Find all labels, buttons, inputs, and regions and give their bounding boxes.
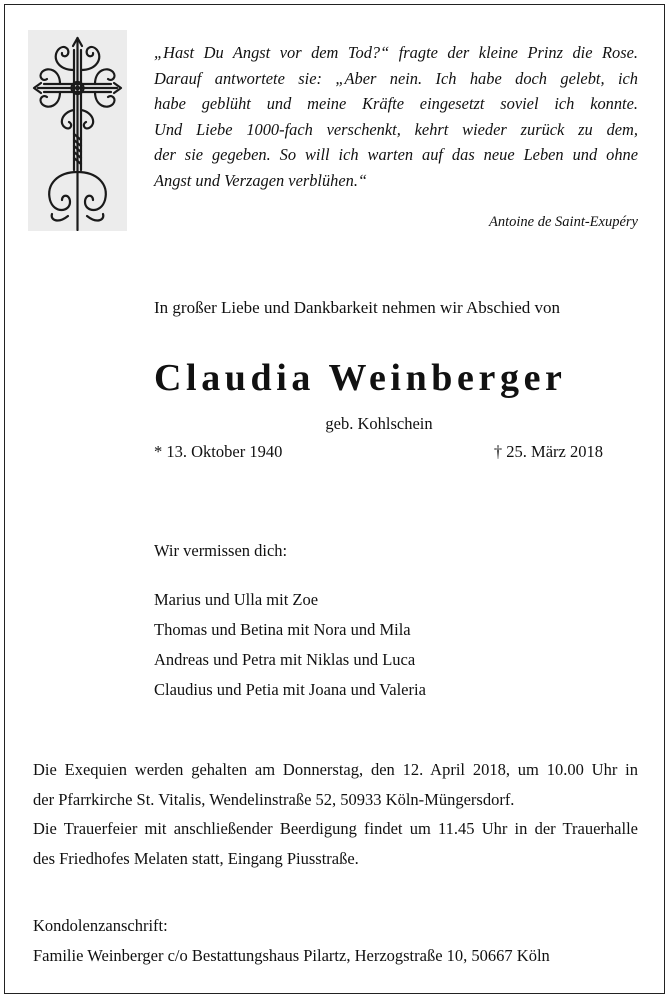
quote-author: Antoine de Saint-Exupéry [489, 214, 638, 230]
quote-line: Angst und Verzagen verblühen.“ [154, 170, 368, 190]
mourners-heading: Wir vermissen dich: [154, 541, 288, 560]
service-line: der Pfarrkirche St. Vitalis, Wendelinstraße 52, 50933 Köln-Müngersdorf. [33, 789, 515, 809]
maiden-name: geb. Kohlschein [325, 414, 433, 433]
mourner-family: Andreas und Petra mit Niklas und Luca [154, 650, 416, 669]
quote-line: „Hast Du Angst vor dem Tod?“ fragte der kleine Prinz die Rose. [154, 43, 638, 62]
quote-line: der sie gegeben. So will ich warten auf das neue Leben und ohne [154, 145, 638, 165]
quote-line: Darauf antwortete sie: „Aber nein. Ich habe doch gelebt, ich [154, 68, 638, 88]
deceased-name: Claudia Weinberger [154, 357, 567, 399]
wrought-iron-cross-icon [28, 30, 127, 231]
death-date: † 25. März 2018 [493, 442, 603, 461]
quote-line: Und Liebe 1000-fach verschenkt, kehrt wieder zurück zu dem, [154, 119, 638, 139]
mourner-family: Marius und Ulla mit Zoe [154, 590, 319, 609]
cross-image [28, 30, 127, 231]
intro-text: In großer Liebe und Dankbarkeit nehmen wir Abschied von [154, 298, 560, 317]
condolence-label: Kondolenzanschrift: [33, 916, 168, 935]
condolence-address-line: Familie Weinberger c/o Bestattungshaus Pilartz, Herzogstraße 10, 50667 Köln [33, 946, 550, 965]
birth-date: * 13. Oktober 1940 [154, 442, 283, 461]
service-line: des Friedhofes Melaten statt, Eingang Piusstraße. [33, 848, 359, 868]
mourners-list [154, 585, 426, 705]
service-line: Die Exequien werden gehalten am Donnerstag, den 12. April 2018, um 10.00 Uhr in [33, 760, 638, 779]
mourner-family: Claudius und Petia mit Joana und Valeria [154, 680, 426, 699]
service-line: Die Trauerfeier mit anschließender Beerdigung findet um 11.45 Uhr in der Trauerhalle [33, 819, 638, 839]
quote-text [154, 40, 638, 194]
condolence-address [33, 911, 550, 971]
mourner-family: Thomas und Betina mit Nora und Mila [154, 620, 411, 639]
quote-line: habe geblüht und meine Kräfte eingesetzt soviel ich konnte. [154, 94, 638, 114]
service-details [33, 755, 638, 873]
